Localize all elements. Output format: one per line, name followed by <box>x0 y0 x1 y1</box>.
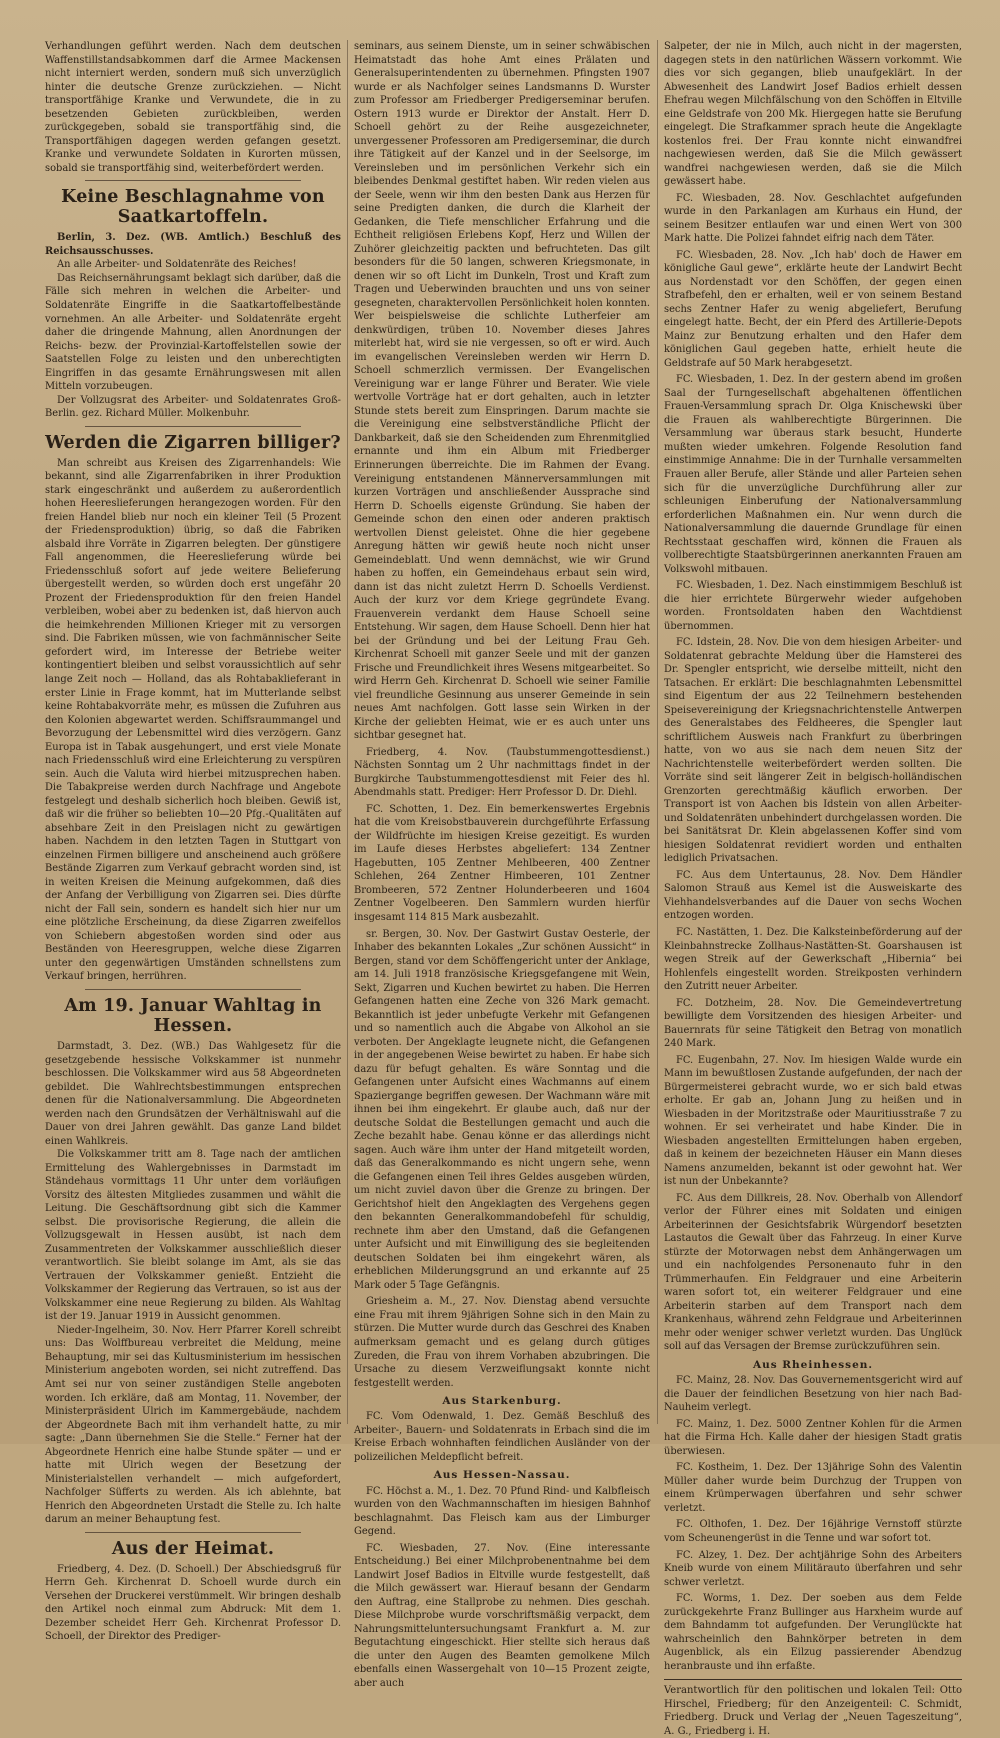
article-odenwald: FC. Vom Odenwald, 1. Dez. Gemäß Beschluß des Arbeiter-, Bauern- und Soldatenrats in Erbach sind die im Kreise Erbach wohnhaften feindlichen Ausländer von der polizeilichen Meldepflicht befreit. <box>354 1411 650 1463</box>
article-kostheim: FC. Kostheim, 1. Dez. Der 13jährige Sohn des Valentin Müller daher wurde beim Durchzug der Truppen von einem Krümperwagen überfahren und sehr schwer verletzt. <box>664 1462 962 1514</box>
article-wahlgesetz: Darmstadt, 3. Dez. (WB.) Das Wahlgesetz für die gesetzgebende hessische Volkskammer ist nunmehr beschlossen. Die Volkskammer wird aus 58 Abgeordneten gebildet. Die Wahlrechtsbestimmungen entsprechen denen für die Nationalversammlung. Die Abgeordneten werden nach den Grundsätzen der Verhältniswahl auf die Dauer von drei Jahren gewählt. Das ganze Land bildet einen Wahlkreis. <box>45 1041 341 1147</box>
article-volkskammer: Die Volkskammer tritt am 8. Tage nach der amtlichen Ermittelung des Wahlergebnisses in Darmstadt im Ständehaus vormittags 11 Uhr unter dem vorläufigen Vorsitz des ältesten Mitgliedes zusammen und wählt die Leitung. Die Geschäftsordnung gibt sich die Kammer selbst. Die provisorische Regierung, die allein die Vollzugsgewalt in Hessen ausübt, ist nach dem Zusammentreten der Volkskammer ausschließlich dieser verantwortlich. Sie bleibt solange im Amt, als sie das Vertrauen der Volkskammer genießt. Entzieht die Volkskammer der Regierung das Vertrauen, so ist aus der Volkskammer eine neue Regierung zu bilden. Als Wahltag ist der 19. Januar 1919 in Aussicht genommen. <box>45 1149 341 1323</box>
section-hessen-nassau: Aus Hessen-Nassau. <box>433 1469 571 1482</box>
article-alzey: FC. Alzey, 1. Dez. Der achtjährige Sohn des Arbeiters Kneib wurde von einem Militärauto überfahren und sehr schwer verletzt. <box>664 1549 962 1588</box>
article-milch-continued: Salpeter, der nie in Milch, auch nicht in der magersten, dagegen stets in den natürlichen Wässern vorkommt. Wie dies vor sich gegangen, blieb unaufgeklärt. In der Abwesenheit des Landwirt Josef Badios erhielt dessen Ehefrau wegen Milchfälschung von den Schöffen in Eltville eine Geldstrafe von 200 Mk. Hiergegen hatte sie Berufung eingelegt. Die Strafkammer sprach heute die Angeklagte kostenlos frei. Der Frau konnte nicht einwandfrei nachgewiesen werden, daß Sie die Milch gewässert wandfrei nachgewiesen werden, daß sie die Milch gewässert habe. <box>664 41 962 188</box>
section-rheinhessen: Aus Rheinhessen. <box>752 1358 874 1371</box>
article-worms: FC. Worms, 1. Dez. Der soeben aus dem Felde zurückgekehrte Franz Bullinger aus Harxheim wurde auf dem Bahndamm tot aufgefunden. Der Verunglückte hat wahrscheinlich den Bahnkörper betreten in dem Augenblick, als ein Eilzug passierender Abendzug heranbrauste und ihn erfaßte. <box>664 1593 962 1672</box>
column-left <box>45 40 342 1643</box>
article-dotzheim: FC. Dotzheim, 28. Nov. Die Gemeindevertretung bewilligte dem Vorsitzenden des hiesigen Arbeiter- und Bauernrats für seine Tätigkeit den Betrag von monatlich 240 Mark. <box>664 997 962 1050</box>
article-hoechst: FC. Höchst a. M., 1. Dez. 70 Pfund Rind- und Kalbfleisch wurden von den Wachmannschaften im hiesigen Bahnhof beschlagnahmt. Das Fleisch kam aus der Limburger Gegend. <box>354 1485 650 1538</box>
article-wiesbaden-milch: FC. Wiesbaden, 27. Nov. (Eine interessante Entscheidung.) Bei einer Milchprobenentnahme bei dem Landwirt Josef Badios in Eltville wurde festgestellt, daß die Milch gewässert war. Hierauf besann der Gendarm den Auftrag, eine Stallprobe zu nehmen. Dies geschah. Diese Milchprobe wurde vorschriftsmäßig verpackt, dem Nahrungsmitteluntersuchungsamt Frankfurt a. M. zur Begutachtung eingeschickt. Hier stellte sich heraus daß die unter den Augen des Beamten gemolkene Milch ebenfalls einen Wassergehalt von 10—15 Prozent zeigte, aber auch <box>354 1542 650 1689</box>
article-mainz-gericht: FC. Mainz, 28. Nov. Das Gouvernementsgericht wird auf die Dauer der feindlichen Besetzung von hier nach Bad-Nauheim verlegt. <box>664 1375 962 1414</box>
appeal-line: An alle Arbeiter- und Soldatenräte des Reiches! <box>57 259 297 271</box>
column-rule <box>347 40 348 1424</box>
divider <box>85 426 301 427</box>
article-zigarren: Man schreibt aus Kreisen des Zigarrenhandels: Wie bekannt, sind alle Zigarrenfabriken in ihrer Produktion stark eingeschränkt und außerdem zu außerordentlich hohen Heereslieferungen herangezogen worden. Für den freien Handel blieb nur noch ein kleiner Teil (5 Prozent der Friedensproduktion) übrig, so daß die Fabriken alsbald ihre Vorräte in Zigarren belegten. Der günstigere Fall angenommen, die Heereslieferung würde bei Friedensschluß sofort auf jede weitere Belieferung übergestellt werden, so würden doch erst ungefähr 20 Prozent der Friedensproduktion für den freien Handel verbleiben, wobei aber zu bedenken ist, daß hiervon auch die heimkehrenden Millionen Krieger mit zu versorgen sind. Die Fabriken müssen, wie von fachmännischer Seite gefordert wird, im Interesse der Betriebe weiter kontingentiert bleiben und selbst voraussichtlich auf sehr lange Zeit noch — Holland, das als Rohtabaklieferant in erster Linie in Frage kommt, hat im Mutterlande selbst keine Rohtabakvorräte mehr, es müssen die Zufuhren aus den Kolonien abgewartet werden. Schiffsraummangel und Bevorzugung der Lebensmittel wird dies verzögern. Ganz Europa ist in Tabak ausgehungert, und erst viele Monate nach Friedensschluß wird eine Erleichterung zu verspüren sein. Auch die Valuta wird hierbei mitzusprechen haben. Die Tabakpreise werden durch Nachfrage und Angebote festgelegt und deshalb sicherlich hoch bleiben. Gewiß ist, daß wir die früher so beliebten 10—20 Pfg.-Qualitäten auf absehbare Zeit in den Preislagen nicht zu gewärtigen haben. Nachdem in den letzten Tagen in Stuttgart von einzelnen Firmen billigere und anscheinend auch größere Bestände Zigarren zum Verkauf gebracht worden sind, ist in weiten Kreisen die Meinung aufgekommen, daß dies der Anfang der Verbilligung von Zigarren sei. Dies dürfte nicht der Fall sein, sondern es handelt sich hier nur um eine plötzliche Erscheinung, da diese Zigarren zweifellos von Schiebern abgestoßen worden sind oder aus Beständen von Heeresgruppen, welche diese Zigarren unter den gegenwärtigen Umständen schnellstens zum Verkauf bringen, herrühren. <box>45 457 342 983</box>
article-untertaunus: FC. Aus dem Untertaunus, 28. Nov. Dem Händler Salomon Strauß aus Kemel ist die Ausweiskarte des Viehhandelsverbandes auf die Dauer von sechs Wochen entzogen worden. <box>664 869 962 922</box>
headline-wahltag-hessen: Am 19. Januar Wahltag in Hessen. <box>64 995 322 1036</box>
article-olthofen: FC. Olthofen, 1. Dez. Der 16jährige Vernstoff stürzte vom Scheunengerüst in die Tenne und war sofort tot. <box>664 1519 962 1544</box>
imprint: Verantwortlich für den politischen und lokalen Teil: Otto Hirschel, Friedberg; für den Anzeigenteil: C. Schmidt, Friedberg. Druck und Verlag der „Neuen Tageszeitung“, A. G., Friedberg i. H. <box>664 1679 962 1738</box>
article-wiesbaden-hafer: FC. Wiesbaden, 28. Nov. „Ich hab' doch de Hawer em königliche Gaul gewe“, erklärte heute der Landwirt Becht aus Nordenstadt vor den Schöffen, der gegen einen Strafbefehl, den er erhalten, weil er von seinem Bestand sechs Zentner Hafer zu wenig abgeliefert, Berufung eingelegt hatte. Becht, der ein Pferd des Artillerie-Depots Mainz zur Benutzung erhalten und den Hafer dem königlichen Gaul gegeben hatte, erhielt heute die Geldstrafe auf 50 Mark herabgesetzt. <box>664 249 962 369</box>
article-dillkreis: FC. Aus dem Dillkreis, 28. Nov. Oberhalb von Allendorf verlor der Führer eines mit Soldaten und einigen Arbeiterinnen der Gesichtsfabrik Würgendorf besetzten Lastautos die Gewalt über das Fahrzeug. In einer Kurve stürzte der Motorwagen nebst dem Anhängerwagen um und ein nachfolgendes Personenauto fuhr in den Trümmerhaufen. Ein Feldgrauer und eine Arbeiterin waren sofort tot, ein weiterer Feldgrauer und eine Arbeiterin starben auf dem Transport nach dem Krankenhaus, während zehn Feldgraue und Arbeiterinnen mehr oder weniger schwer verletzt wurden. Das Unglück soll auf das Versagen der Bremse zurückzuführen sein. <box>664 1192 962 1353</box>
article-idstein: FC. Idstein, 28. Nov. Die von dem hiesigen Arbeiter- und Soldatenrat gebrachte Meldung über die Hamsterei des Dr. Spengler entspricht, wie derselbe mitteilt, nicht den Tatsachen. Er erklärt: Die beschlagnahmten Lebensmittel sind Eigentum der aus 22 Teilnehmern bestehenden Speisevereinigung der Kriegsnachrichtenstelle Antwerpen des Generalstabes des Feldheeres, die Spengler laut schriftlichem Ausweis nach Frankfurt zu überbringen hatte, von wo aus sie nach dem neuen Sitz der Nachrichtenstelle weiterbefördert werden sollten. Die Vorräte sind seit längerer Zeit in belgisch-holländischen Grenzorten gerechtmäßig käuflich erworben. Der Transport ist von Aachen bis Idstein von allen Arbeiter- und Soldatenräten unbehindert durchgelassen worden. Die bei Sanitätsrat Dr. Klein abgelassenen Koffer sind vom hiesigen Soldatenrat revidiert worden und enthalten lediglich Privatsachen. <box>664 637 962 865</box>
article-eugenbahn: FC. Eugenbahn, 27. Nov. Im hiesigen Walde wurde ein Mann im bewußtlosen Zustande aufgefunden, der nach der Bürgermeisterei gebracht wurde, wo er sich bald etwas erholte. Er gab an, Johann Jung zu heißen und in Wiesbaden in der Moritzstraße oder Mauritiusstraße 7 zu wohnen. Er sei verheiratet und habe Kinder. Die in Wiesbaden angestellten Ermittelungen haben ergeben, daß in keinem der bezeichneten Häuser ein Mann dieses Namens anzumelden, bekannt ist oder gewohnt hat. Wer ist nun der Unbekannte? <box>664 1054 962 1188</box>
article-wiesbaden-buergerwehr: FC. Wiesbaden, 1. Dez. Nach einstimmigem Beschluß ist die hier errichtete Bürgerwehr wieder aufgehoben worden. Frontsoldaten haben den Wachtdienst übernommen. <box>664 580 962 632</box>
article-schoell-start: Friedberg, 4. Dez. (D. Schoell.) Der Abschiedsgruß für Herrn Geh. Kirchenrat D. Schoell wurde durch ein Versehen der Druckerei verstümmelt. Wir bringen deshalb den Artikel noch einmal zum Abdruck: Mit dem 1. Dezember scheidet Herr Geh. Kirchenrat Professor D. Schoell, der Direktor des Prediger- <box>45 1563 341 1643</box>
headline-saatkartoffeln: Keine Beschlagnahme von Saatkartoffeln. <box>61 187 325 228</box>
column-right <box>664 40 962 1737</box>
article-armee-mackensen: Verhandlungen geführt werden. Nach dem deutschen Waffenstillstandsabkommen darf die Armee Mackensen nicht interniert werden, sondern muß sich unverzüglich hinter die deutsche Grenze zurückziehen. — Nicht transportfähige Kranke und Verwundete, die in zu besetzenden Gebieten zurückbleiben, werden zurückgegeben, sobald sie transportfähig sind, die Transportfähigen dagegen werden gefangen gesetzt. Kranke und verwundete Soldaten in Kurorten müssen, sobald sie transportfähig sind, weiterbefördert werden. <box>45 41 341 174</box>
signature-vollzugsrat: Der Vollzugsrat des Arbeiter- und Soldatenrates Groß-Berlin. gez. Richard Müller. Molkenbuhr. <box>45 394 341 420</box>
article-mainz-kohlen: FC. Mainz, 1. Dez. 5000 Zentner Kohlen für die Armen hat die Firma Hch. Kalle daher der hiesigen Stadt gratis überwiesen. <box>664 1418 962 1457</box>
column-middle <box>354 40 650 1689</box>
dateline-berlin: Berlin, 3. Dez. (WB. Amtlich.) Beschluß des Reichsausschusses. <box>45 232 341 257</box>
headline-zigarren: Werden die Zigarren billiger? <box>45 432 341 453</box>
article-schotten: FC. Schotten, 1. Dez. Ein bemerkenswertes Ergebnis hat die vom Kreisobstbauverein durchgeführte Erfassung der Wildfrüchte im hiesigen Kreise gezeitigt. Es wurden im Laufe dieses Herbstes abgeliefert: 134 Zentner Hagebutten, 105 Zentner Mehlbeeren, 400 Zentner Schlehen, 264 Zentner Himbeeren, 101 Zentner Brombeeren, 572 Zentner Holunderbeeren und 1604 Zentner Vogelbeeren. Den Sammlern wurden hierfür insgesamt 114 815 Mark ausbezahlt. <box>354 803 650 923</box>
article-griesheim: Griesheim a. M., 27. Nov. Dienstag abend versuchte eine Frau mit ihrem 9jährigen Sohne sich in den Main zu stürzen. Die Mutter wurde durch das Geschrei des Knaben aufmerksam gemacht und es gelang durch gütiges Zureden, die Frau von ihrem Vorhaben abzubringen. Die Ursache zu diesem Verzweiflungsakt konnte nicht festgestellt werden. <box>354 1296 650 1389</box>
article-nastaetten: FC. Nastätten, 1. Dez. Die Kalksteinbeförderung auf der Kleinbahnstrecke Zollhaus-Nastätten-St. Goarshausen ist wegen Streik auf der Gewerkschaft „Hibernia“ bei Hohlenfels eingestellt worden. Streikposten verhindern den Zutritt neuer Arbeiter. <box>664 927 962 993</box>
headline-aus-der-heimat: Aus der Heimat. <box>111 1538 275 1559</box>
article-schoell-continued: seminars, aus seinem Dienste, um in seiner schwäbischen Heimatstadt das hohe Amt eines Prälaten und Generalsuperintendenten zu übernehmen. Pfingsten 1907 wurde er als Nachfolger seines Landsmanns D. Wurster zum Professor am Friedberger Predigerseminar berufen. Ostern 1913 wurde er Direktor der Anstalt. Herr D. Schoell gehört zu der Reihe ausgezeichneter, unvergessener Professoren am Predigerseminar, die durch ihre Tätigkeit auf der Kanzel und in der Seelsorge, im Vereinsleben und im persönlichen Verkehr sich ein bleibendes Denkmal gestiftet haben. Wir reden vielen aus der Seele, wenn wir ihm den besten Dank aus Herzen für seine Predigten danken, die durch die Klarheit der Gedanken, die Tiefe menschlicher Erfahrung und die Echtheit religiösen Erlebens Kopf, Herz und Willen der Zuhörer gleichzeitig packten und befruchteten. Das gilt besonders für die 50 langen, schweren Kriegsmonate, in denen wir so oft Licht im Dunkeln, Trost und Kraft zum Tragen und Ueberwinden brauchten und uns von seiner gesegneten, charaktervollen Persönlichkeit holen konnten. Wer beispielsweise die schlichte Lutherfeier am denkwürdigen, trüben 10. November dieses Jahres miterlebt hat, wird sie nie vergessen, so oft er wird. Auch im evangelischen Vereinsleben werden wir Herrn D. Schoell schmerzlich vermissen. Der Evangelischen Vereinigung war er lange Führer und Berater. Wie viele wertvolle Vorträge hat er dort gehalten, auch in letzter Stunde stets bereit zum Einspringen. Darum machte sie die Vereinigung eine selbstverständliche Pflicht der Dankbarkeit, daß sie den Scheidenden zum Ehrenmitglied ernannte und ihm ein Album mit Friedberger Erinnerungen überreichte. Die im Rahmen der Evang. Vereinigung entstandenen Männerversammlungen mit kurzen Vorträgen und anschließender Aussprache sind Herrn D. Schoells eigenste Gründung. Sie haben der Gemeinde schon den einen oder anderen praktisch wertvollen Dienst geleistet. Ohne die hier gegebene Anregung hätten wir gewiß heute noch nicht unser Gemeindeblatt. Und wenn demnächst, wie wir Grund haben zu hoffen, ein Gemeindehaus erbaut sein wird, dann ist das nicht zuletzt Herrn D. Schoells Verdienst. Auch der kurz vor dem Kriege gegründete Evang. Frauenverein verdankt dem Hause Schoell seine Entstehung. Wir sagen, dem Hause Schoell. Denn hier hat bei der Gründung und bei der Leitung Frau Geh. Kirchenrat Schoell mit ganzer Seele und mit der ganzen Frische und Freundlichkeit ihres Wesens mitgearbeitet. So wird Herrn Geh. Kirchenrat D. Schoell wie seiner Familie viel freundliche Gesinnung aus unserer Gemeinde in sein neues Amt nachfolgen. Gott lasse sein Wirken in der Kirche der geliebten Heimat, wie er es auch unter uns sichtbar gesegnet hat. <box>354 41 650 742</box>
article-bergen: sr. Bergen, 30. Nov. Der Gastwirt Gustav Oesterle, der Inhaber des bekannten Lokales „Zur schönen Aussicht“ in Bergen, stand vor dem Schöffengericht unter der Anklage, am 14. Juli 1918 französische Kriegsgefangene mit Wein, Sekt, Zigarren und Kuchen bewirtet zu haben. Die Herren Gefangenen hatten eine Zeche von 326 Mark gemacht. Bekanntlich ist jeder unbefugte Verkehr mit Gefangenen und so namentlich auch die Abgabe von Alkohol an sie verboten. Der Angeklagte leugnete nicht, die Gefangenen in der angegebenen Weise bewirtet zu haben. Er habe sich dazu für befugt gehalten. Es wäre Sonntag und die Gefangenen unter Aufsicht eines Wachmanns auf einem Spaziergange begriffen gewesen. Der Wachmann wäre mit ihnen bei ihm eingekehrt. Er glaube auch, daß nur der deutsche Soldat die Bestellungen gemacht und auch die Zeche bezahlt habe. Genau könne er das allerdings nicht sagen. Auch wäre ihm unter der Hand mitgeteilt worden, daß das Generalkommando es nicht ungern sehe, wenn die Gefangenen einen Teil ihres Geldes ausgeben würden, um nicht zuviel davon über die Grenze zu bringen. Der Gerichtshof hielt den Angeklagten des Vergehens gegen den bekannten Generalkommandobefehl für schuldig, rechnete ihm aber den Umstand, daß die Gefangenen unter Aufsicht und mit Einwilligung des sie begleitenden deutschen Soldaten bei ihm eingekehrt wären, als erheblichen Milderungsgrund an und erkannte auf 25 Mark oder 5 Tage Gefängnis. <box>354 928 650 1291</box>
article-saatkartoffeln: Das Reichsernährungsamt beklagt sich darüber, daß die Fälle sich mehren in welchen die Arbeiter- und Soldatenräte Eingriffe in die Saatkartoffelbestände vornehmen. An alle Arbeiter- und Soldatenräte ergeht daher die dringende Mahnung, allen Anordnungen der Reichs- bezw. der Provinzial-Kartoffelstellen sowie der Saatstellen Folge zu leisten und den unberechtigten Eingriffen in das gesamte Ernährungswesen mit allen Mitteln vorzubeugen. <box>45 272 341 393</box>
divider <box>85 180 301 181</box>
article-wiesbaden-frauen: FC. Wiesbaden, 1. Dez. In der gestern abend im großen Saal der Turngesellschaft abgehaltenen öffentlichen Frauen-Versammlung sprach Dr. Olga Knischewski über die Frauen als wahlberechtigte Bürgerinnen. Die Versammlung war überaus stark besucht, Hunderte mußten wieder umkehren. Folgende Resolution fand einstimmige Annahme: Die in der Turnhalle versammelten Frauen aller Berufe, aller Stände und aller Parteien sehen sich für die unverzügliche Durchführung aller zur schleunigen Einberufung der Nationalversammlung erforderlichen Maßnahmen ein. Nur wenn durch die Nationalversammlung die dauernde Grundlage für einen Rechtsstaat geschaffen wird, können die Frauen als vollberechtigte Staatsbürgerinnen anerkannten Frauen am Volkswohl mitbauen. <box>664 374 962 575</box>
article-wiesbaden-hund: FC. Wiesbaden, 28. Nov. Geschlachtet aufgefunden wurde in den Parkanlagen am Kurhaus ein Hund, der seinem Besitzer entlaufen war und einen Wert von 300 Mark hatte. Die Polizei fahndet eifrig nach dem Täter. <box>664 192 962 245</box>
divider <box>85 989 301 990</box>
column-rule <box>657 40 658 1424</box>
divider <box>85 1532 301 1533</box>
section-starkenburg: Aus Starkenburg. <box>442 1395 562 1408</box>
article-taubstummengottesdienst: Friedberg, 4. Nov. (Taubstummengottesdienst.) Nächsten Sonntag um 2 Uhr nachmittags findet in der Burgkirche Taubstummengottesdienst mit Feier des hl. Abendmahls statt. Prediger: Herr Professor D. Dr. Diehl. <box>354 746 650 799</box>
article-nieder-ingelheim: Nieder-Ingelheim, 30. Nov. Herr Pfarrer Korell schreibt uns: Das Wolffbureau verbreitet die Meldung, meine Behauptung, mir sei das Kultusministerium im hessischen Ministerium angeboten worden, sei nicht zutreffend. Das Amt sei nur von seiner zuständigen Stelle angeboten worden. Ich erkläre, daß am Montag, 11. November, der Ministerpräsident Ulrich im Kammergebäude, nachdem der Abgeordnete Bach mit ihm verhandelt hatte, zu mir sagte: „Dann übernehmen Sie die Stelle.“ Ferner hat der Abgeordnete Henrich eine halbe Stunde später — und er hatte mit Ulrich wegen der Besetzung der Ministerialstellen verhandelt — mich aufgefordert, Nachfolger Süfferts zu werden. Als ich ablehnte, bat Henrich den Abgeordneten Urstadt die Stelle zu. Ich halte darum an meiner Behauptung fest. <box>45 1324 341 1526</box>
